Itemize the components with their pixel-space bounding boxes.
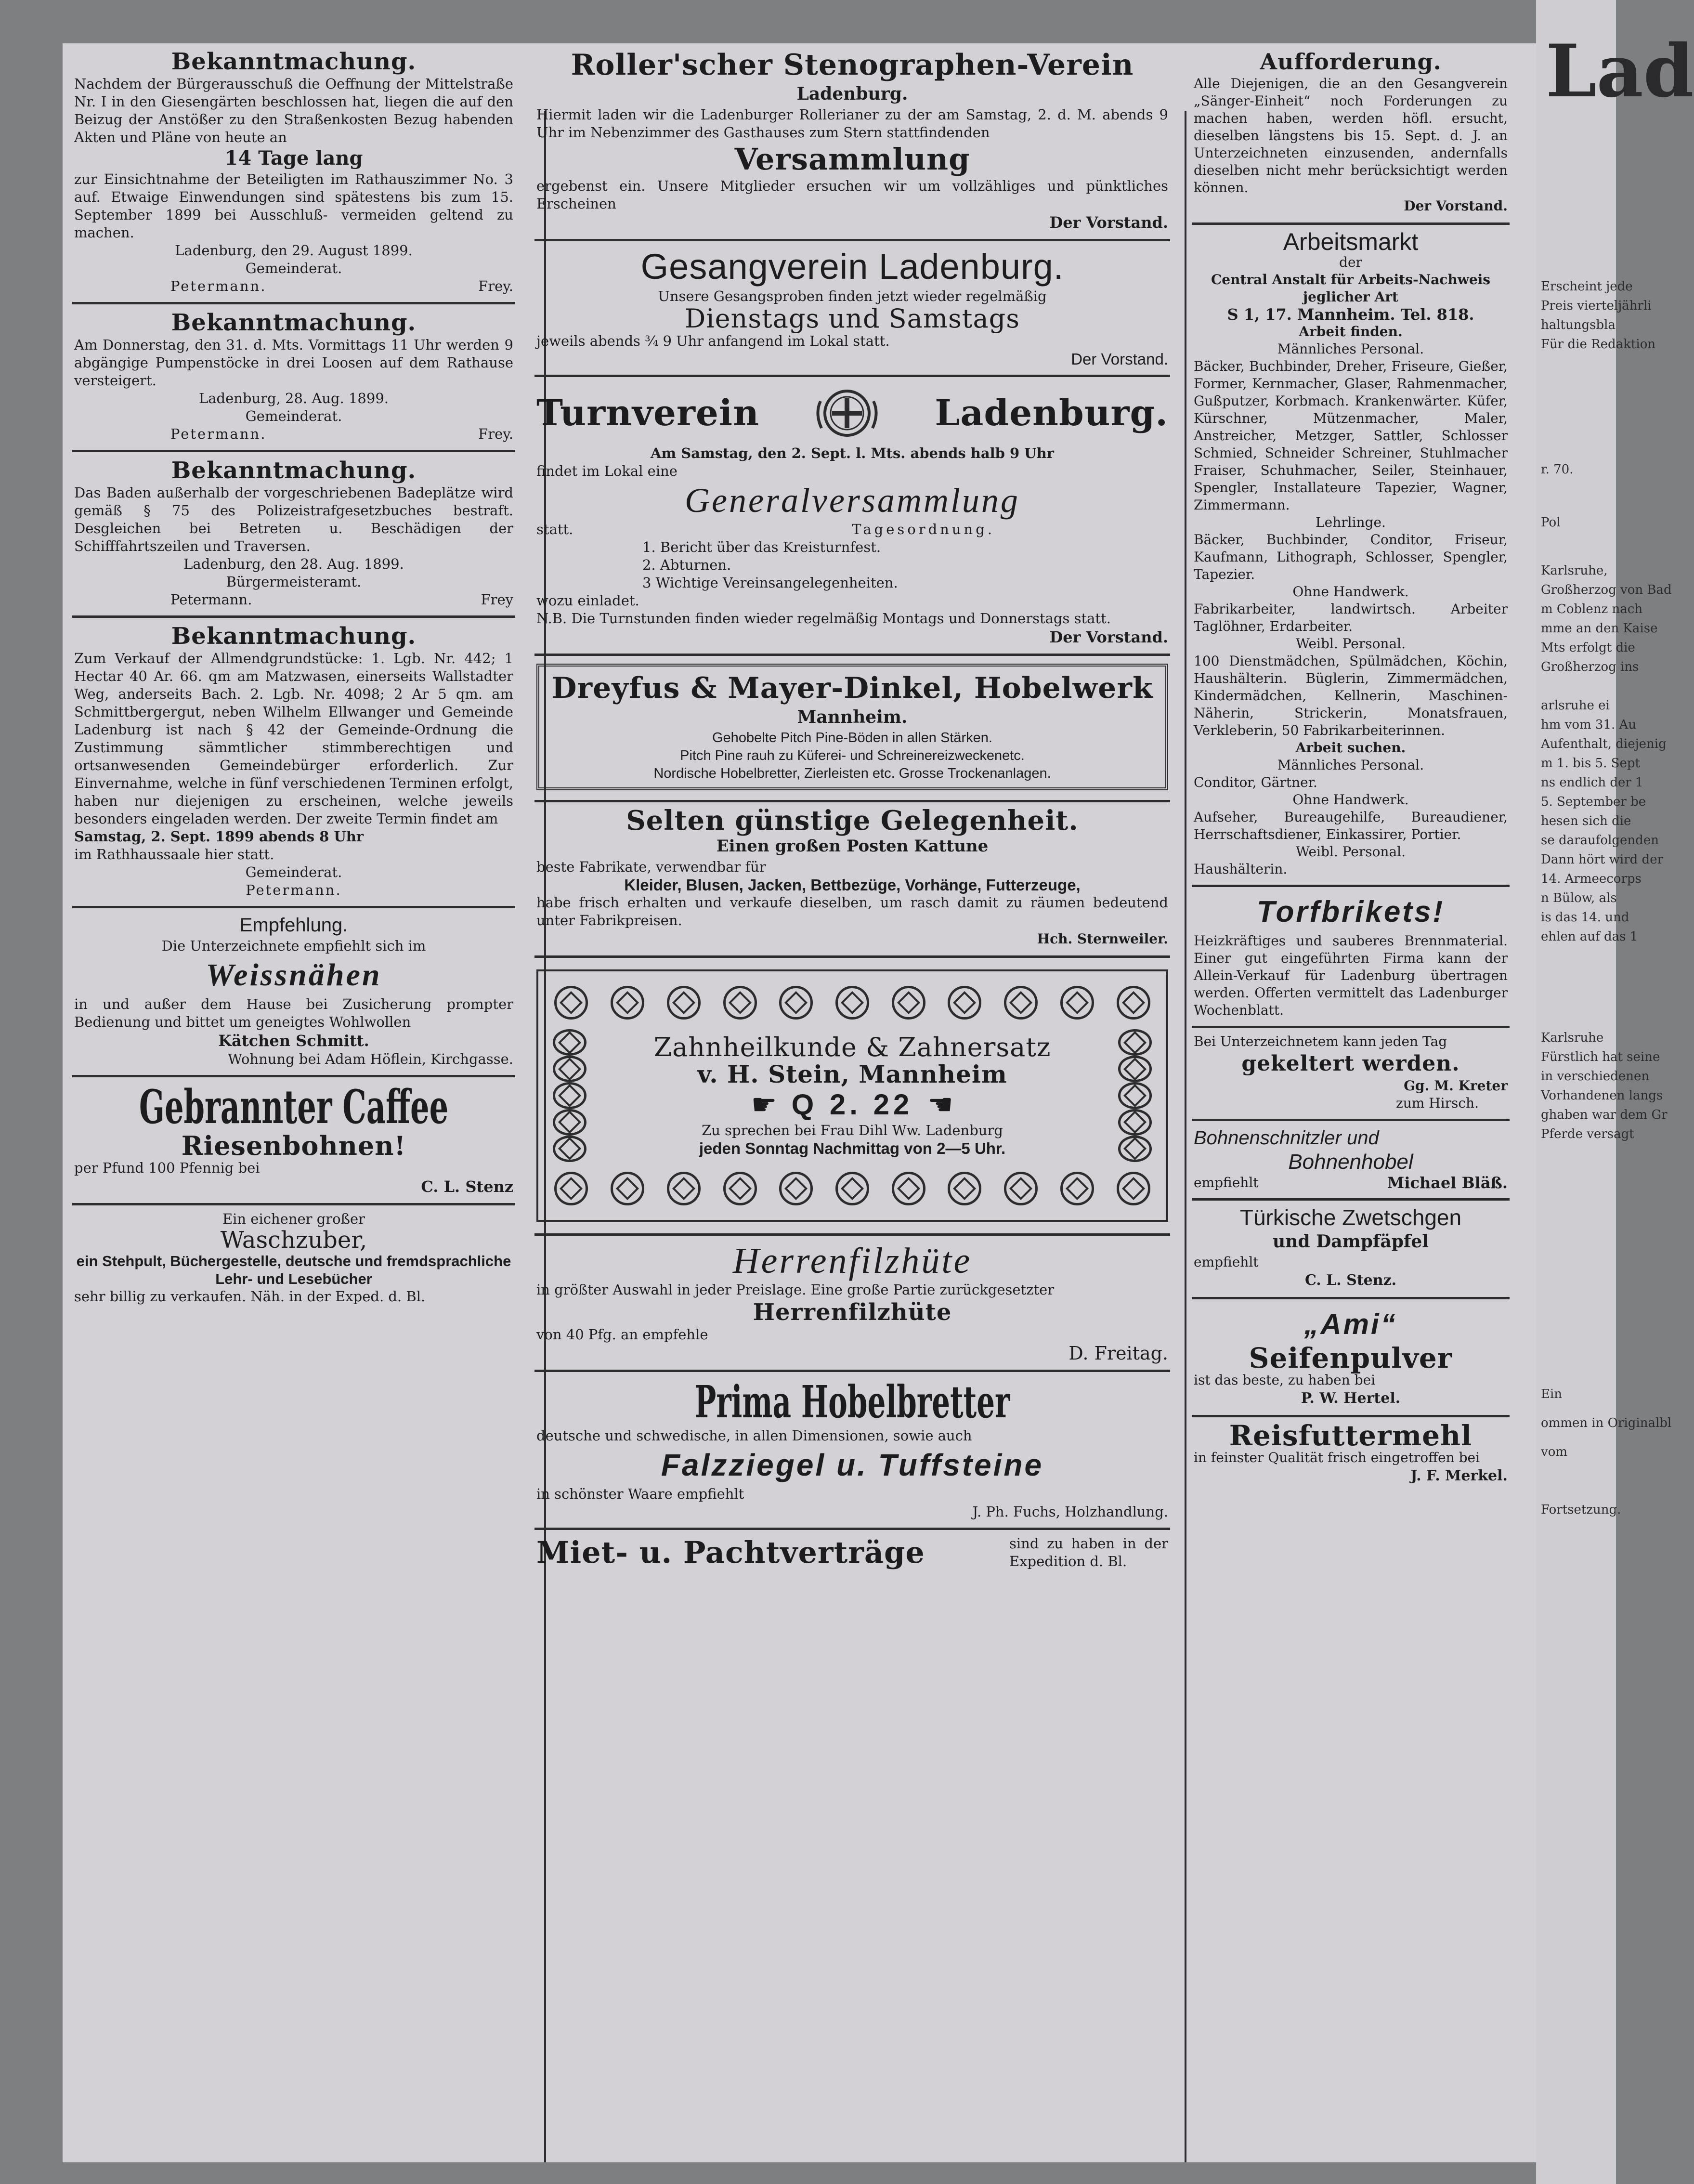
text-fragment: Fortsetzung. bbox=[1541, 1503, 1621, 1517]
subsection-heading: Weibl. Personal. bbox=[1295, 844, 1406, 860]
subsection-heading: Männliches Personal. bbox=[1277, 341, 1424, 357]
notice-date: Ladenburg, den 28. Aug. 1899. bbox=[183, 556, 404, 572]
notice-title: Bekanntmachung. bbox=[171, 457, 417, 484]
text-fragment: 14. Armeecorps bbox=[1541, 872, 1642, 886]
ad-title: „Ami“ bbox=[1304, 1308, 1397, 1340]
notice-pump-auction bbox=[72, 304, 515, 452]
ad-line: habe frisch erhalten und verkaufe dieselben, um rasch damit zu räumen bedeutend unter Fabrikpreisen. bbox=[536, 894, 1168, 929]
ad-title: Bohnenschnitzler und bbox=[1194, 1127, 1379, 1149]
text-fragment: hm vom 31. Au bbox=[1541, 718, 1637, 732]
ornament-icon bbox=[1118, 1136, 1152, 1162]
notice-title: Bekanntmachung. bbox=[171, 623, 417, 650]
ad-name: Kätchen Schmitt. bbox=[218, 1032, 369, 1050]
ad-main: Waschzuber, bbox=[220, 1227, 367, 1254]
ad-demand bbox=[1192, 43, 1510, 225]
text-fragment: Karlsruhe bbox=[1541, 1031, 1604, 1045]
ornament-icon bbox=[1118, 1082, 1152, 1109]
signature: Der Vorstand. bbox=[1049, 628, 1168, 646]
ad-sewing bbox=[72, 908, 515, 1077]
ad-title: Arbeitsmarkt bbox=[1283, 228, 1419, 255]
ad-title: Prima Hobelbretter bbox=[694, 1376, 1010, 1428]
ad-subtitle: Herrenfilzhüte bbox=[753, 1299, 952, 1326]
ad-title: Reisfuttermehl bbox=[1229, 1419, 1472, 1452]
ad-rice-feed bbox=[1192, 1417, 1510, 1492]
text-fragment: Für die Redaktion bbox=[1541, 337, 1656, 352]
signature: J. Ph. Fuchs, Holzhandlung. bbox=[972, 1504, 1168, 1520]
ad-subtitle: Seifenpulver bbox=[1249, 1342, 1453, 1374]
adjacent-page-edge bbox=[1536, 0, 1694, 2184]
ornament-icon bbox=[779, 1172, 813, 1205]
text-fragment: arlsruhe ei bbox=[1541, 698, 1610, 713]
ad-title: Selten günstige Gelegenheit. bbox=[626, 805, 1079, 837]
agenda-item: 3 Wichtige Vereinsangelegenheiten. bbox=[642, 575, 898, 591]
section-heading: Arbeit finden. bbox=[1299, 324, 1403, 340]
text-fragment: m Coblenz nach bbox=[1541, 602, 1643, 616]
text-fragment: Dann hört wird der bbox=[1541, 852, 1664, 867]
text-fragment: ghaben war dem Gr bbox=[1541, 1108, 1668, 1122]
frame-ornaments bbox=[1108, 1029, 1161, 1162]
ornament-icon bbox=[1060, 1172, 1094, 1205]
notice-org: Gemeinderat. bbox=[245, 260, 342, 276]
subsection-heading: Ohne Handwerk. bbox=[1292, 584, 1409, 600]
ad-place: Ladenburg. bbox=[796, 84, 908, 104]
agenda-item: 2. Abturnen. bbox=[642, 557, 731, 573]
ad-title-right: Ladenburg. bbox=[935, 392, 1168, 434]
job-list: Aufseher, Bureaugehilfe, Bureaudiener, Herrschaftsdiener, Einkassirer, Portier. bbox=[1194, 809, 1508, 842]
ornament-icon bbox=[723, 986, 757, 1020]
ornament-icon bbox=[1117, 1172, 1150, 1205]
ad-frame bbox=[536, 664, 1168, 790]
text-fragment: Fürstlich hat seine bbox=[1541, 1050, 1660, 1064]
ornament-icon bbox=[553, 1056, 586, 1082]
ad-body: Unsere Gesangsproben finden jetzt wieder regelmäßig bbox=[658, 288, 1047, 304]
ad-main: Generalversammlung bbox=[685, 481, 1020, 520]
ad-body-2: jeweils abends ¾ 9 Uhr anfangend im Lokal statt. bbox=[536, 333, 890, 349]
ad-bean-cutter bbox=[1192, 1121, 1510, 1201]
text-fragment: ommen in Originalbl bbox=[1541, 1416, 1672, 1430]
ornament-icon bbox=[553, 1082, 586, 1109]
signature: Gg. M. Kreter bbox=[1404, 1078, 1508, 1094]
ad-body: Alle Diejenigen, die an den Gesangverein „Sänger-Einheit“ noch Forderungen zu machen haben, werden höfl. ersucht, dieselben längstens bis 15. Sept. d. J. an Unterzeichneten einzusenden, andernfalls dieselben nicht mehr berücksichtigt werden können. bbox=[1194, 76, 1508, 196]
pointing-hand-icon: ☛ bbox=[751, 1088, 777, 1122]
text-fragment: Großherzog ins bbox=[1541, 660, 1639, 674]
masthead-fragment: Lad bbox=[1546, 29, 1694, 114]
ornament-icon bbox=[667, 986, 701, 1020]
subsection-heading: Weibl. Personal. bbox=[1295, 636, 1406, 652]
ornament-icon bbox=[554, 986, 588, 1020]
job-list: Bäcker, Buchbinder, Conditor, Friseur, Kaufmann, Lithograph, Schlosser, Spengler, Tapezier. bbox=[1194, 532, 1508, 582]
ad-title-left: Turnverein bbox=[536, 392, 759, 434]
notice-body-2: im Rathhaussaale hier statt. bbox=[74, 846, 274, 863]
notice-body: Am Donnerstag, den 31. d. Mts. Vormittags 11 Uhr werden 9 abgängige Pumpenstöcke in drei Loosen auf dem Rathause versteigert. bbox=[74, 337, 513, 389]
notice-body: Nachdem der Bürgerausschuß die Oeffnung der Mittelstraße Nr. I in den Giesengärten beschlossen hat, liegen die auf den Beizug der Anstößer zu den Straßenkosten Bezug habenden Akten und Pläne von heute an bbox=[74, 76, 513, 145]
frame-ornaments bbox=[543, 1162, 1161, 1215]
ad-soap-powder bbox=[1192, 1299, 1510, 1417]
agenda-list bbox=[536, 538, 1168, 592]
text-fragment: mme an den Kaise bbox=[1541, 621, 1658, 636]
notice-street-opening bbox=[72, 43, 515, 304]
ad-title: Gesangverein Ladenburg. bbox=[640, 247, 1064, 287]
text-fragment: 5. September be bbox=[1541, 795, 1646, 809]
ad-subtitle: Riesenbohnen! bbox=[181, 1130, 406, 1161]
notice-duration: 14 Tage lang bbox=[224, 147, 363, 170]
ornament-icon bbox=[835, 986, 869, 1020]
ad-address: Wohnung bei Adam Höflein, Kirchgasse. bbox=[228, 1051, 513, 1067]
ad-lead: Ein eichener großer bbox=[222, 1211, 365, 1227]
ad-coffee bbox=[72, 1077, 515, 1205]
ad-choir bbox=[534, 241, 1170, 377]
gymnastics-emblem-icon bbox=[811, 382, 883, 445]
ad-peat-briquettes bbox=[1192, 887, 1510, 1028]
signature: D. Freitag. bbox=[1069, 1343, 1168, 1364]
notice-org: Gemeinderat. bbox=[245, 864, 342, 880]
ad-invite: wozu einladet. bbox=[536, 592, 639, 609]
ad-planing-mill bbox=[534, 656, 1170, 802]
ornament-icon bbox=[723, 1172, 757, 1205]
ad-title: Aufforderung. bbox=[1260, 49, 1442, 75]
ad-title: Torfbrikets! bbox=[1256, 895, 1445, 929]
ad-body: in und außer dem Hause bei Zusicherung prompter Bedienung und bittet um geneigtes Wohlwollen bbox=[74, 996, 513, 1030]
signature: C. L. Stenz. bbox=[1304, 1272, 1397, 1289]
ad-line-1: Am Samstag, den 2. Sept. l. Mts. abends halb 9 Uhr bbox=[651, 445, 1054, 461]
text-fragment: Pferde versagt bbox=[1541, 1127, 1634, 1141]
ad-title: Miet- u. Pachtverträge bbox=[536, 1535, 925, 1570]
notice-title: Bekanntmachung. bbox=[171, 48, 417, 75]
ad-body: ein Stehpult, Büchergestelle, deutsche und fremdsprachliche Lehr- und Lesebücher bbox=[76, 1253, 511, 1287]
signature-left: Petermann. bbox=[170, 591, 252, 608]
signature: Der Vorstand. bbox=[1404, 198, 1508, 214]
text-fragment: Vorhandenen langs bbox=[1541, 1088, 1663, 1103]
ad-title: Bohnenhobel bbox=[1288, 1150, 1413, 1174]
ad-line: Gehobelte Pitch Pine-Böden in allen Stärken. bbox=[712, 730, 992, 745]
ad-title: Gebrannter Caffee bbox=[139, 1080, 449, 1134]
notice-org: Gemeinderat. bbox=[245, 408, 342, 424]
agenda-item: 1. Bericht über das Kreisturnfest. bbox=[642, 539, 881, 555]
text-fragment: in verschiedenen bbox=[1541, 1069, 1650, 1084]
ad-address: Q 2. 22 bbox=[791, 1088, 913, 1121]
ad-line-2: findet im Lokal eine bbox=[536, 463, 678, 479]
ornament-icon bbox=[835, 1172, 869, 1205]
ad-line: von 40 Pfg. an empfehle bbox=[536, 1326, 708, 1343]
signature: P. W. Hertel. bbox=[1301, 1390, 1401, 1407]
ad-subtitle: und Dampfäpfel bbox=[1273, 1231, 1429, 1252]
subsection-heading: Lehrlinge. bbox=[1316, 514, 1386, 530]
job-list: 100 Dienstmädchen, Spülmädchen, Köchin, Haushälterin. Büglerin, Zimmermädchen, Kindermädchen, Kellnerin, Maschinen-Näherin, Strickerin, Monatsfrauen, Verkleberin, 50 Fabrikarbeiterinnen. bbox=[1194, 653, 1508, 738]
ad-subtitle: Einen großen Posten Kattune bbox=[716, 837, 989, 856]
ad-note: N.B. Die Turnstunden finden wieder regelmäßig Montags und Donnerstags statt. bbox=[536, 610, 1111, 627]
notice-org: Bürgermeisteramt. bbox=[226, 574, 362, 590]
ad-title: Zahnheilkunde & Zahnersatz bbox=[653, 1032, 1051, 1062]
notice-title: Bekanntmachung. bbox=[171, 309, 417, 336]
text-fragment: hesen sich die bbox=[1541, 814, 1631, 828]
column-middle bbox=[534, 43, 1170, 1577]
ad-line: Pitch Pine rauh zu Küferei- und Schreinereizweckenetc. bbox=[680, 748, 1025, 763]
signature-left: Petermann. bbox=[170, 426, 267, 442]
ornament-icon bbox=[611, 1172, 644, 1205]
ornament-icon bbox=[1118, 1029, 1152, 1056]
job-list: Haushälterin. bbox=[1194, 861, 1288, 877]
notice-term: Samstag, 2. Sept. 1899 abends 8 Uhr bbox=[74, 828, 364, 845]
ad-name: v. H. Stein, Mannheim bbox=[697, 1060, 1007, 1088]
ornament-icon bbox=[554, 1172, 588, 1205]
ad-boards bbox=[534, 1372, 1170, 1530]
ad-line: Nordische Hobelbretter, Zierleisten etc. Grosse Trockenanlagen. bbox=[653, 766, 1051, 781]
ad-plums bbox=[1192, 1201, 1510, 1299]
ornament-icon bbox=[892, 1172, 925, 1205]
ad-lead: empfiehlt bbox=[1194, 1254, 1259, 1270]
column-divider-2 bbox=[1185, 111, 1186, 2162]
text-fragment: Ein bbox=[1541, 1387, 1563, 1401]
ad-line: jeden Sonntag Nachmittag von 2—5 Uhr. bbox=[699, 1139, 1006, 1157]
job-list: Bäcker, Buchbinder, Dreher, Friseure, Gießer, Former, Kernmacher, Glaser, Rahmenmacher, Gußputzer, Korbmach. Krankenwärter. Küfer, Kürschner, Mützenmacher, Maler, Anstreicher, Metzger, Sattler, Schlosser Schmied, Schneider Schreiner, Stuhlmacher Fraiser, Schuhmacher, Seiler, Steinhauer, Spengler, Installateure Tapezier, Wagner, Zimmermann. bbox=[1194, 358, 1508, 513]
text-fragment: Pol bbox=[1541, 515, 1561, 530]
ad-body-2: ergebenst ein. Unsere Mitglieder ersuchen wir um vollzähliges und pünktliches Erscheinen bbox=[536, 178, 1168, 212]
frame-ornaments bbox=[543, 976, 1161, 1029]
text-fragment: Preis vierteljährli bbox=[1541, 299, 1652, 313]
notice-body: Das Baden außerhalb der vorgeschriebenen Badeplätze wird gemäß § 75 des Polizeistrafgesetzbuches bestraft. Desgleichen bei Betreten u. Beschädigen der Schifffahrtszeilen und Traversen. bbox=[74, 484, 513, 554]
ad-body: in feinster Qualität frisch eingetroffen bei bbox=[1194, 1450, 1480, 1465]
ad-line: beste Fabrikate, verwendbar für bbox=[536, 859, 766, 875]
job-list: Fabrikarbeiter, landwirtsch. Arbeiter Taglöhner, Erdarbeiter. bbox=[1194, 601, 1508, 634]
ad-body: ist das beste, zu haben bei bbox=[1194, 1372, 1376, 1388]
ad-main: Falzziegel u. Tuffsteine bbox=[661, 1448, 1044, 1482]
text-fragment: r. 70. bbox=[1541, 462, 1574, 477]
ad-main: gekeltert werden. bbox=[1241, 1051, 1460, 1076]
ad-lead: empfiehlt bbox=[1194, 1175, 1259, 1190]
ad-title: Herrenfilzhüte bbox=[732, 1241, 972, 1281]
agenda-heading: Tagesordnung. bbox=[852, 521, 995, 537]
ad-title: Türkische Zwetschgen bbox=[1239, 1205, 1462, 1230]
signature: Michael Bläß. bbox=[1387, 1174, 1508, 1192]
signature: C. L. Stenz bbox=[421, 1177, 513, 1196]
notice-body: Zum Verkauf der Allmendgrundstücke: 1. Lgb. Nr. 442; 1 Hectar 40 Ar. 66. qm am Matzwasen, einerseits Wallstadter Weg, anderseits Bach. 2. Lgb. Nr. 4098; 2 Ar 5 qm. am Schmittbergergut, neben Wilhelm Ellwanger und Gemeinde Ladenburg ist nach § 42 der Gemeinde-Ordnung die Zustimmung sämmtlicher stimmberechtigen und ortsanwesenden Gemeindebürger erforderlich. Zur Einvernahme, welche in fünf verschiedenen Terminen erfolgt, haben nur diejenigen zu erscheinen, welche jeweils besonders eingeladen werden. Der zweite Termin findet am bbox=[74, 650, 513, 827]
ornament-icon bbox=[1060, 986, 1094, 1020]
text-fragment: se daraufolgenden bbox=[1541, 833, 1659, 848]
ornament-icon bbox=[948, 986, 981, 1020]
ornamental-frame bbox=[536, 969, 1168, 1222]
ad-body: per Pfund 100 Pfennig bei bbox=[74, 1160, 260, 1176]
ad-contracts bbox=[534, 1530, 1170, 1577]
ad-calico-sale bbox=[534, 802, 1170, 958]
ad-line: der bbox=[1339, 254, 1362, 270]
ornament-icon bbox=[948, 1172, 981, 1205]
ad-side-note: sind zu haben in der Expedition d. Bl. bbox=[1009, 1535, 1168, 1569]
ad-goods: Kleider, Blusen, Jacken, Bettbezüge, Vorhänge, Futterzeuge, bbox=[624, 876, 1081, 894]
notice-land-sale bbox=[72, 618, 515, 908]
signature: J. F. Merkel. bbox=[1410, 1467, 1508, 1484]
ad-line: S 1, 17. Mannheim. Tel. 818. bbox=[1227, 305, 1474, 324]
ad-gymnastics-club bbox=[534, 377, 1170, 656]
ad-place: Mannheim. bbox=[797, 707, 908, 727]
text-fragment: vom bbox=[1541, 1445, 1567, 1459]
ad-lead: Die Unterzeichnete empfiehlt sich im bbox=[161, 938, 426, 954]
ad-body: Heizkräftiges und sauberes Brennmaterial. Einer gut eingeführten Firma kann der Allein-Verkauf für Ladenburg übertragen werden. Offerten vermittelt das Ladenburger Wochenblatt. bbox=[1194, 933, 1508, 1018]
ornament-icon bbox=[1004, 1172, 1038, 1205]
ad-line: deutsche und schwedische, in allen Dimensionen, sowie auch bbox=[536, 1427, 972, 1444]
ornament-icon bbox=[892, 986, 925, 1020]
ad-days: Dienstags und Samstags bbox=[685, 303, 1020, 334]
ad-labor-market bbox=[1192, 225, 1510, 887]
ornament-icon bbox=[1004, 986, 1038, 1020]
notice-date: Ladenburg, 28. Aug. 1899. bbox=[198, 390, 389, 406]
notice-bathing bbox=[72, 452, 515, 618]
text-fragment: Großherzog von Bad bbox=[1541, 583, 1672, 597]
signature-right: Frey. bbox=[478, 426, 513, 442]
ad-line: Zu sprechen bei Frau Dihl Ww. Ladenburg bbox=[702, 1122, 1003, 1138]
column-left bbox=[72, 43, 515, 1312]
ad-lead: Bei Unterzeichnetem kann jeden Tag bbox=[1194, 1033, 1447, 1049]
column-right bbox=[1192, 43, 1510, 1492]
frame-ornaments bbox=[543, 1029, 596, 1162]
text-fragment: is das 14. und bbox=[1541, 910, 1629, 925]
ad-line: in größter Auswahl in jeder Preislage. Eine große Partie zurückgesetzter bbox=[536, 1282, 1055, 1298]
ad-main: Versammlung bbox=[734, 142, 970, 177]
ad-felt-hats bbox=[534, 1236, 1170, 1372]
ornament-icon bbox=[553, 1136, 586, 1162]
text-fragment: ns endlich der 1 bbox=[1541, 775, 1643, 790]
notice-date: Ladenburg, den 29. August 1899. bbox=[175, 242, 413, 259]
text-fragment: Aufenthalt, diejenig bbox=[1541, 737, 1667, 751]
ornament-icon bbox=[611, 986, 644, 1020]
section-heading: Arbeit suchen. bbox=[1295, 740, 1406, 756]
signature-left: Petermann. bbox=[170, 278, 267, 294]
ad-statt: statt. bbox=[536, 521, 573, 537]
ornament-icon bbox=[1117, 986, 1150, 1020]
signature: Hch. Sternweiler. bbox=[1037, 931, 1168, 947]
ad-tail: sehr billig zu verkaufen. Näh. in der Exped. d. Bl. bbox=[74, 1288, 426, 1305]
ornament-icon bbox=[553, 1029, 586, 1056]
ad-pressing bbox=[1192, 1028, 1510, 1121]
ad-washtub bbox=[72, 1205, 515, 1312]
notice-body-2: zur Einsichtnahme der Beteiligten im Rathauszimmer No. 3 auf. Etwaige Einwendungen sind spätestens bis zum 15. September 1899 bei Ausschluß- vermeiden geltend zu machen. bbox=[74, 171, 513, 241]
ad-body: Hiermit laden wir die Ladenburger Rollerianer zu der am Samstag, 2. d. M. abends 9 Uhr im Nebenzimmer des Gasthauses zum Stern stattfindenden bbox=[536, 106, 1168, 141]
text-fragment: m 1. bis 5. Sept bbox=[1541, 756, 1640, 771]
signature: Der Vorstand. bbox=[1049, 213, 1168, 232]
signature-right: Frey. bbox=[478, 278, 513, 294]
ornament-icon bbox=[667, 1172, 701, 1205]
ad-title: Dreyfus & Mayer-Dinkel, Hobelwerk bbox=[551, 671, 1153, 705]
ad-address: zum Hirsch. bbox=[1396, 1095, 1479, 1111]
ad-line: in schönster Waare empfiehlt bbox=[536, 1486, 744, 1502]
ornament-icon bbox=[1118, 1109, 1152, 1136]
ad-title: Roller'scher Stenographen-Verein bbox=[571, 48, 1134, 82]
ornament-icon bbox=[1118, 1056, 1152, 1082]
ad-title: Empfehlung. bbox=[239, 915, 348, 936]
signature: Petermann. bbox=[246, 882, 342, 898]
job-list: Conditor, Gärtner. bbox=[1194, 774, 1317, 790]
subsection-heading: Männliches Personal. bbox=[1277, 757, 1424, 773]
ornament-icon bbox=[553, 1109, 586, 1136]
subsection-heading: Ohne Handwerk. bbox=[1292, 792, 1409, 808]
text-fragment: Karlsruhe, bbox=[1541, 563, 1608, 578]
pointing-hand-icon: ☛ bbox=[927, 1088, 954, 1122]
signature: Der Vorstand. bbox=[1071, 350, 1168, 368]
text-fragment: Erscheint jede bbox=[1541, 279, 1633, 294]
ad-dentist bbox=[534, 958, 1170, 1236]
ornament-icon bbox=[779, 986, 813, 1020]
text-fragment: ehlen auf das 1 bbox=[1541, 929, 1638, 944]
text-fragment: Mts erfolgt die bbox=[1541, 641, 1635, 655]
ad-main: Weissnähen bbox=[206, 957, 382, 993]
ad-line: Central Anstalt für Arbeits-Nachweis jeglicher Art bbox=[1211, 272, 1491, 305]
text-fragment: haltungsbla bbox=[1541, 318, 1616, 332]
text-fragment: n Bülow, als bbox=[1541, 891, 1617, 905]
ad-stenographers bbox=[534, 43, 1170, 241]
signature-right: Frey bbox=[481, 591, 513, 608]
